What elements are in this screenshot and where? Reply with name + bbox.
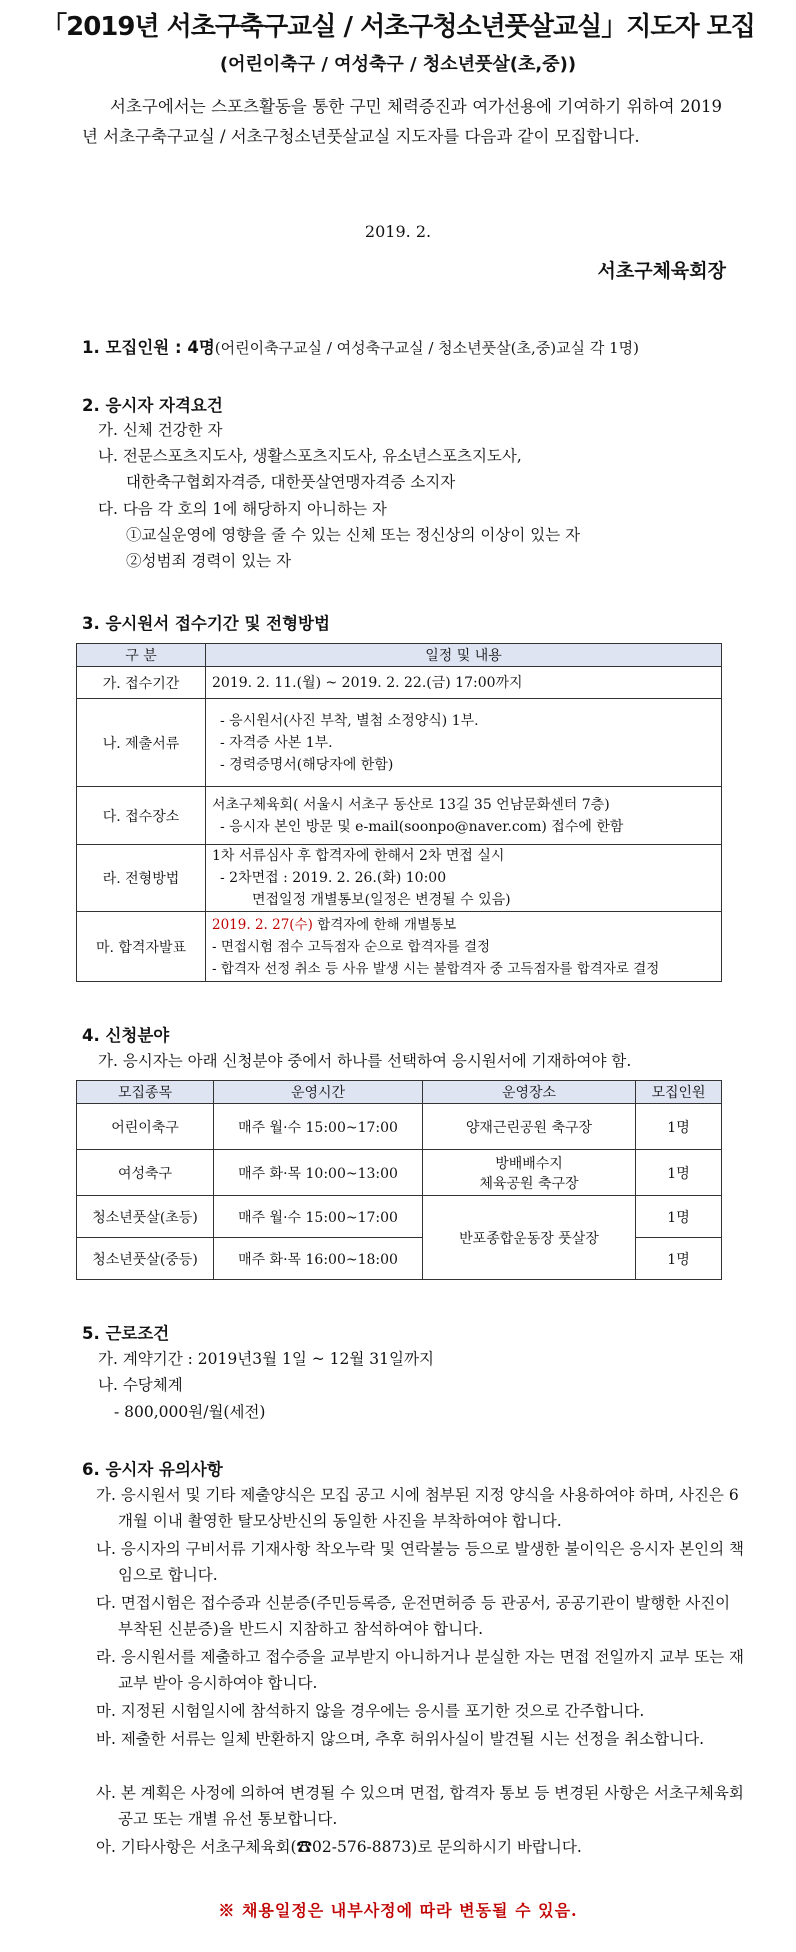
qualification-line: ②성범죄 경력이 있는 자 <box>126 552 292 570</box>
issuer-name: 서초구체육회장 <box>597 260 726 282</box>
row-label: 나. 제출서류 <box>77 699 206 787</box>
caution-item: 바. 제출한 서류는 일체 반환하지 않으며, 추후 허위사실이 발견될 시는 선정을 취소합니다. <box>96 1730 705 1748</box>
table-row <box>77 699 722 787</box>
section-6-heading: 6. 응시자 유의사항 <box>82 1460 223 1479</box>
row-label: 라. 전형방법 <box>77 845 206 912</box>
row-content: 1차 서류심사 후 합격자에 한해서 2차 면접 실시 - 2차면접 : 2019. 2. 26.(화) 10:00 면접일정 개별통보(일정은 변경될 수 있음) <box>206 845 722 912</box>
section-1-title: 1. 모집인원 : 4명 <box>82 338 215 357</box>
table-header: 운영시간 <box>214 1081 423 1104</box>
row-content: 서초구체육회( 서울시 서초구 동산로 13길 35 언남문화센터 7층) - 응시자 본인 방문 및 e-mail(soonpo@naver.com) 접수에 한함 <box>206 787 722 845</box>
page-title: 「2019년 서초구축구교실 / 서초구청소년풋살교실」지도자 모집 <box>41 12 755 42</box>
table-header: 일정 및 내용 <box>206 644 722 667</box>
row-content: 2019. 2. 11.(월) ~ 2019. 2. 22.(금) 17:00까지 <box>206 667 722 699</box>
row-content: - 응시원서(사진 부착, 별첨 소정양식) 1부. - 자격증 사본 1부. - 경력증명서(해당자에 한함) <box>206 699 722 787</box>
table-row: 어린이축구 매주 월·수 15:00~17:00 양재근린공원 축구장 1명 <box>77 1104 722 1150</box>
section-2-heading: 2. 응시자 자격요건 <box>82 396 223 415</box>
table-row <box>77 667 722 699</box>
table-row: 청소년풋살(초등) 매주 월·수 15:00~17:00 반포종합운동장 풋살장 1명 <box>77 1196 722 1238</box>
row-content: 2019. 2. 27(수) 합격자에 한해 개별통보 - 면접시험 점수 고득점자 순으로 합격자를 결정 - 합격자 선정 취소 등 사유 발생 시는 불합격자 중 고득점자를 합격자로 결정 <box>206 912 722 982</box>
table-row: 청소년풋살(중등) 매주 화·목 16:00~18:00 1명 <box>77 1238 722 1280</box>
field-table <box>76 1080 722 1280</box>
row-label: 가. 접수기간 <box>77 667 206 699</box>
caution-item: 가. 응시원서 및 기타 제출양식은 모집 공고 시에 첨부된 지정 양식을 사용하여야 하며, 사진은 6개월 이내 촬영한 탈모상반신의 동일한 사진을 부착하여야 합니다. <box>96 1486 739 1530</box>
section-1-detail: (어린이축구교실 / 여성축구교실 / 청소년풋살(초,중)교실 각 1명) <box>214 339 639 357</box>
caution-item: 다. 면접시험은 접수증과 신분증(주민등록증, 운전면허증 등 관공서, 공공기관이 발행한 사진이 부착된 신분증)을 반드시 지참하고 참석하여야 합니다. <box>96 1594 731 1638</box>
table-row <box>77 787 722 845</box>
condition-line: 나. 수당체계 <box>98 1376 183 1394</box>
caution-item: 마. 지정된 시험일시에 참석하지 않을 경우에는 응시를 포기한 것으로 간주합니다. <box>96 1702 645 1720</box>
qualification-line: ①교실운영에 영향을 줄 수 있는 신체 또는 정신상의 이상이 있는 자 <box>126 526 581 544</box>
schedule-table <box>76 643 722 982</box>
page-subtitle: (어린이축구 / 여성축구 / 청소년풋살(초,중)) <box>219 54 577 75</box>
qualification-line: 다. 다음 각 호의 1에 해당하지 아니하는 자 <box>98 500 387 518</box>
section-4-heading: 4. 신청분야 <box>82 1026 170 1045</box>
section-4-description: 가. 응시자는 아래 신청분야 중에서 하나를 선택하여 응시원서에 기재하여야 함. <box>98 1052 632 1070</box>
caution-item: 사. 본 계획은 사정에 의하여 변경될 수 있으며 면접, 합격자 통보 등 변경된 사항은 서초구체육회 공고 또는 개별 유선 통보합니다. <box>96 1784 744 1828</box>
section-5-heading: 5. 근로조건 <box>82 1324 170 1343</box>
condition-line: - 800,000원/월(세전) <box>114 1403 266 1421</box>
qualification-line: 가. 신체 건강한 자 <box>98 421 223 439</box>
caution-item: 라. 응시원서를 제출하고 접수증을 교부받지 아니하거나 분실한 자는 면접 전일까지 교부 또는 재교부 받아 응시하여야 합니다. <box>96 1648 745 1692</box>
qualification-line: 대한축구협회자격증, 대한풋살연맹자격증 소지자 <box>126 473 456 491</box>
table-header: 모집인원 <box>636 1081 722 1104</box>
caution-item: 아. 기타사항은 서초구체육회(☎02-576-8873)로 문의하시기 바랍니다. <box>96 1838 582 1856</box>
schedule-change-notice: ※ 채용일정은 내부사정에 따라 변동될 수 있음. <box>218 1901 578 1920</box>
table-header: 모집종목 <box>77 1081 214 1104</box>
table-row <box>77 845 722 912</box>
notice-date: 2019. 2. <box>364 222 432 241</box>
table-header: 운영장소 <box>423 1081 636 1104</box>
row-label: 다. 접수장소 <box>77 787 206 845</box>
caution-item: 나. 응시자의 구비서류 기재사항 착오누락 및 연락불능 등으로 발생한 불이익은 응시자 본인의 책임으로 합니다. <box>96 1540 745 1584</box>
condition-line: 가. 계약기간 : 2019년3월 1일 ~ 12월 31일까지 <box>98 1350 434 1368</box>
table-header: 구 분 <box>77 644 206 667</box>
row-label: 마. 합격자발표 <box>77 912 206 982</box>
intro-paragraph: 서초구에서는 스포츠활동을 통한 구민 체력증진과 여가선용에 기여하기 위하여 2019년 서초구축구교실 / 서초구청소년풋살교실 지도자를 다음과 같이 모집합니다. <box>82 97 722 146</box>
table-row <box>77 912 722 982</box>
section-3-heading: 3. 응시원서 접수기간 및 전형방법 <box>82 614 330 633</box>
table-row: 여성축구 매주 화·목 10:00~13:00 방배배수지 체육공원 축구장 1명 <box>77 1150 722 1196</box>
qualification-line: 나. 전문스포츠지도사, 생활스포츠지도사, 유소년스포츠지도사, <box>98 447 522 465</box>
section-1-heading <box>82 334 639 358</box>
